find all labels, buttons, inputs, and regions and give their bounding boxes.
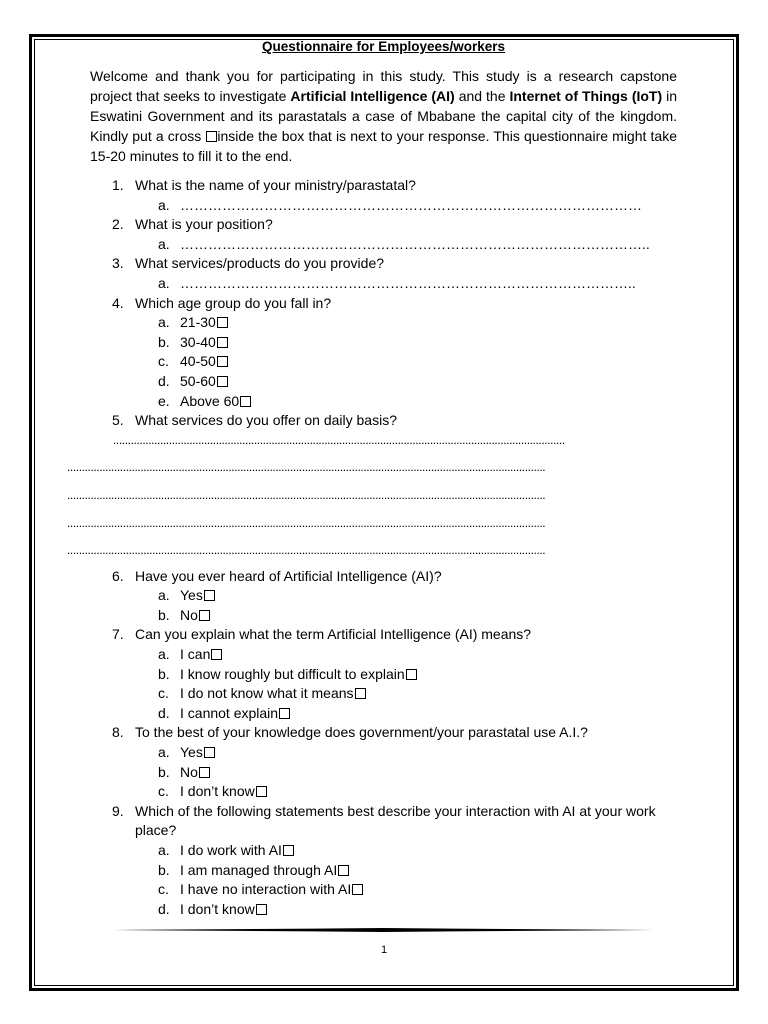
checkbox[interactable]: [199, 610, 210, 621]
question-7-option[interactable]: c. I do not know what it means: [90, 684, 677, 704]
question-2-text: What is your position?: [135, 216, 273, 233]
page-number: 1: [380, 944, 388, 956]
intro-text-1: Welcome and thank you for participating in this study. This study is a research capstone project that seeks to investigate: [90, 68, 677, 104]
question-4-option[interactable]: a. 21-30: [90, 313, 677, 333]
checkbox[interactable]: [211, 649, 222, 660]
question-4-option[interactable]: d. 50-60: [90, 372, 677, 392]
question-7-text: Can you explain what the term Artificial Intelligence (AI) means?: [135, 626, 532, 643]
question-8: 8. To the best of your knowledge does government/your parastatal use A.I.?: [112, 724, 588, 741]
question-9-option[interactable]: d. I don’t know: [90, 900, 677, 920]
questionnaire-content: [67, 38, 678, 919]
checkbox[interactable]: [406, 669, 417, 680]
question-2-answer-line[interactable]: a. ………………………………………………………………………………………..: [158, 235, 650, 252]
checkbox[interactable]: [355, 688, 366, 699]
question-1: 1. What is the name of your ministry/parastatal?: [112, 177, 416, 193]
question-2: 2. What is your position?: [112, 216, 273, 233]
checkbox[interactable]: [217, 337, 228, 348]
intro-text-4: inside the box that is next to your response. This questionnaire might take 15-20 minutes to fill it to the end.: [90, 128, 677, 164]
checkbox[interactable]: [352, 884, 363, 895]
question-5-answer-line[interactable]: ...................................................................................................................................................................: [67, 460, 546, 475]
question-7: 7. Can you explain what the term Artificial Intelligence (AI) means?: [112, 626, 532, 643]
intro-bold-iot: Internet of Things (IoT): [509, 88, 663, 104]
question-8-text: To the best of your knowledge does government/your parastatal use A.I.?: [135, 724, 588, 741]
question-3-answer-line[interactable]: a. ……………………………………………………………………………………..: [158, 274, 636, 291]
checkbox[interactable]: [279, 708, 290, 719]
question-3: 3. What services/products do you provide?: [112, 255, 385, 272]
question-9: 9. Which of the following statements best describe your interaction with AI at your work place?: [112, 802, 656, 839]
intro-bold-ai: Artificial Intelligence (AI): [290, 88, 455, 104]
checkbox[interactable]: [338, 865, 349, 876]
question-4-option[interactable]: b. 30-40: [90, 333, 677, 353]
footer-divider: [113, 928, 654, 932]
question-7-option[interactable]: a. I can: [90, 645, 677, 665]
question-8-option[interactable]: c. I don’t know: [90, 782, 677, 802]
question-6-text: Have you ever heard of Artificial Intelligence (AI)?: [135, 567, 442, 584]
question-5-text: What services do you offer on daily basis?: [135, 412, 397, 429]
question-5-answer-line[interactable]: ...................................................................................................................................................................: [67, 515, 546, 530]
question-list: [67, 176, 677, 919]
question-9-option[interactable]: a. I do work with AI: [90, 841, 677, 861]
checkbox[interactable]: [204, 747, 215, 758]
intro-text-3: in Eswatini Government and its parastatals a case of Mbabane the capital city of the kingdom. Kindly put a cross: [90, 88, 678, 144]
checkbox[interactable]: [204, 590, 215, 601]
checkbox[interactable]: [199, 767, 210, 778]
question-7-option[interactable]: d. I cannot explain: [90, 704, 677, 724]
page-title: Questionnaire for Employees/workers: [261, 39, 506, 54]
question-8-option[interactable]: a. Yes: [90, 743, 677, 763]
question-4-option[interactable]: e. Above 60: [90, 392, 677, 412]
checkbox[interactable]: [217, 376, 228, 387]
question-9-option[interactable]: c. I have no interaction with AI: [90, 880, 677, 900]
question-6: 6. Have you ever heard of Artificial Intelligence (AI)?: [112, 567, 442, 584]
question-9-text: Which of the following statements best describe your interaction with AI at your work place?: [135, 802, 656, 839]
question-1-text: What is the name of your ministry/parastatal?: [135, 177, 416, 193]
checkbox[interactable]: [283, 845, 294, 856]
checkbox[interactable]: [256, 904, 267, 915]
intro-paragraph: [90, 66, 677, 166]
question-1-answer-line[interactable]: a. ………………………………………………………………………………………: [158, 196, 642, 213]
question-4-text: Which age group do you fall in?: [135, 294, 332, 311]
intro-text-2: and the: [454, 88, 510, 104]
question-6-option[interactable]: b. No: [90, 606, 677, 626]
question-9-option[interactable]: b. I am managed through AI: [90, 861, 677, 881]
question-4: 4. Which age group do you fall in?: [112, 294, 332, 311]
checkbox[interactable]: [217, 356, 228, 367]
question-5-answer-line[interactable]: ...................................................................................................................................................................: [67, 487, 546, 502]
checkbox[interactable]: [256, 786, 267, 797]
example-checkbox: [206, 131, 217, 142]
checkbox[interactable]: [240, 396, 251, 407]
question-3-text: What services/products do you provide?: [135, 255, 385, 272]
question-5: 5. What services do you offer on daily basis?: [112, 412, 397, 429]
question-8-option[interactable]: b. No: [90, 763, 677, 783]
question-4-option[interactable]: c. 40-50: [90, 352, 677, 372]
checkbox[interactable]: [217, 317, 228, 328]
question-7-option[interactable]: b. I know roughly but difficult to explain: [90, 665, 677, 685]
question-5-answer-line[interactable]: ...................................................................................................................................................................: [67, 543, 546, 558]
question-5-answer-line[interactable]: ..........................................................................................................................................................: [113, 432, 565, 447]
question-6-option[interactable]: a. Yes: [90, 586, 677, 606]
